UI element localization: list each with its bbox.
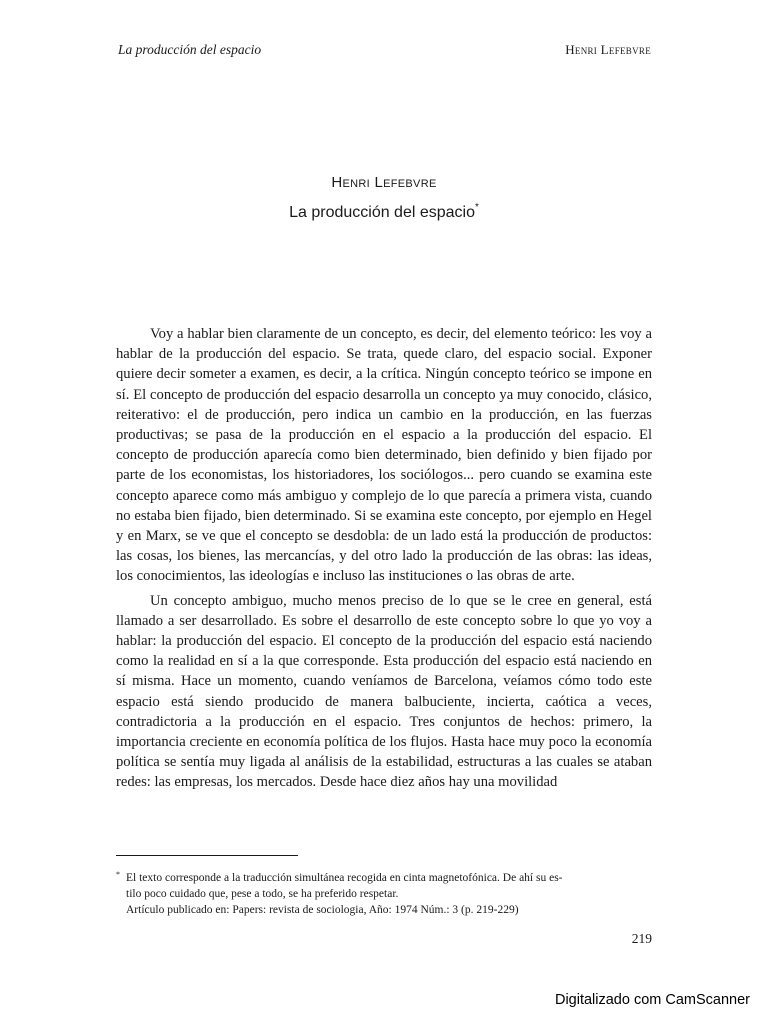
article-title: La producción del espacio: [289, 204, 475, 221]
footnote-line-1: [116, 867, 652, 887]
running-header-title: La producción del espacio: [118, 42, 262, 57]
running-header-author: Henri Lefebvre: [565, 42, 651, 57]
footnote-text-1: El texto corresponde a la traducción simultánea recogida en cinta magnetofónica. De ahí su es-: [126, 872, 563, 884]
article-title-block: [0, 202, 768, 222]
footnote-reference-mark: *: [475, 202, 479, 213]
footnote: [116, 867, 652, 918]
footnote-line-2: tilo poco cuidado que, pese a todo, se ha preferido respetar.: [126, 887, 399, 900]
page-number: 219: [631, 931, 652, 946]
footnote-divider: [116, 855, 298, 856]
article-author: Henri Lefebvre: [331, 174, 437, 191]
article-body: [116, 324, 652, 793]
body-paragraph-1: Voy a hablar bien claramente de un concepto, es decir, del elemento teórico: les voy a hablar de la producción del espacio. Se trata, quede claro, del espacio social. Exponer quiere decir someter a examen, es decir, a la crítica. Ningún concepto teórico se impone en sí. El concepto de producción del espacio desarrolla un concepto ya muy conocido, clásico, reiterativo: el de producción, pero indica un cambio en la producción, en las fuerzas productivas; se pasa de la producción en el espacio a la producción del espacio. El concepto de producción aparecía como bien determinado, bien definido y bien fijado por parte de los economistas, los historiadores, los sociólogos... pero cuando se examina este concepto aparece como más ambiguo y complejo de lo que parecía a primera vista, cuando no estaba bien fijado, bien determinado. Si se examina este concepto, por ejemplo en Hegel y en Marx, se ve que el concepto se desdobla: de un lado está la producción de productos: las cosas, los bienes, las mercancías, y del otro lado la producción de las obras: las ideas, los conocimientos, las ideologías e incluso las instituciones o las obras de arte.: [116, 326, 652, 585]
body-paragraph-2: Un concepto ambiguo, mucho menos preciso de lo que se le cree en general, está llamado a ser desarrollado. Es sobre el desarrollo de este concepto sobre lo que yo voy a hablar: la producción del espacio. El concepto de la producción del espacio está naciendo como la realidad en sí a la que corresponde. Esta producción del espacio está naciendo en sí misma. Hace un momento, cuando veníamos de Barcelona, veíamos cómo todo este espacio está siendo producido de manera balbuciente, incierta, caótica a veces, contradictoria a la producción en el espacio. Tres conjuntos de hechos: primero, la importancia creciente en economía política de los flujos. Hasta hace muy poco la economía política se sentía muy ligada al análisis de la estabilidad, estructuras a las cuales se ataban redes: las empresas, los mercados. Desde hace diez años hay una movilidad: [116, 592, 652, 791]
footnote-mark: *: [116, 870, 120, 879]
scanner-watermark: Digitalizado com CamScanner: [554, 992, 750, 1008]
running-header: [118, 42, 651, 62]
footnote-citation: Artículo publicado en: Papers: revista de sociologia, Año: 1974 Núm.: 3 (p. 219-229): [126, 903, 519, 916]
